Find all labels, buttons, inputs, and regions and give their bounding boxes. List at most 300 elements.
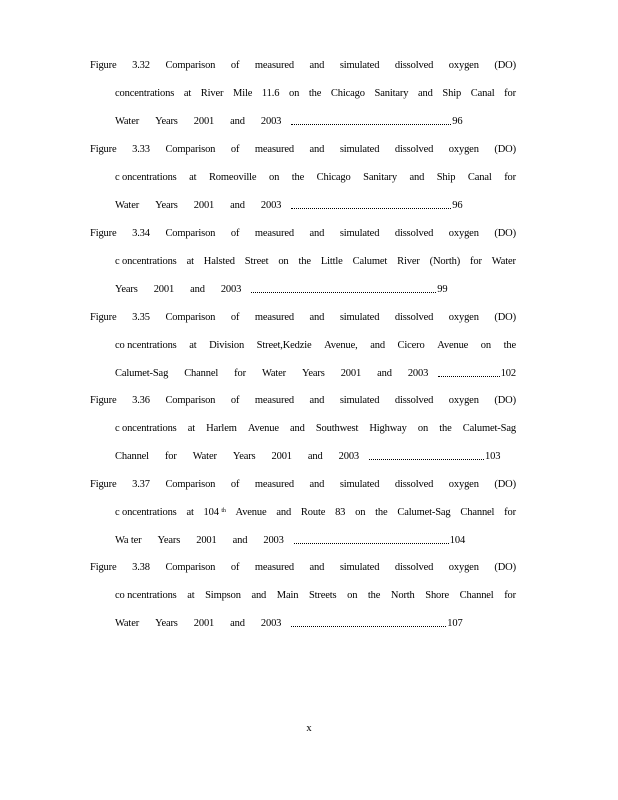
figure-entry <box>90 311 516 395</box>
entry-line <box>90 478 516 506</box>
entry-word: simulated <box>339 562 380 573</box>
entry-word-text: c oncentrations <box>115 172 177 183</box>
entry-word-text: Highway <box>369 423 407 434</box>
entry-word <box>481 339 491 367</box>
entry-page-number: 107 <box>447 618 463 629</box>
entry-word-text: Sanitary <box>363 172 397 183</box>
entry-word <box>292 171 304 199</box>
entry-word: Wa ter <box>115 535 142 546</box>
entry-word: Years <box>157 535 181 546</box>
entry-word: 2001 <box>153 284 175 295</box>
entry-words <box>115 283 241 311</box>
entry-line <box>115 506 516 534</box>
entry-line <box>115 199 516 227</box>
entry-line <box>90 59 516 87</box>
entry-word-text: at <box>189 340 197 351</box>
entry-word <box>355 506 365 534</box>
entry-word-text: Canal <box>467 172 492 183</box>
entry-word: Comparison <box>165 228 216 239</box>
entry-line <box>115 450 516 478</box>
entry-word: measured <box>254 395 294 406</box>
entry-word-text: Harlem <box>206 423 237 434</box>
entry-word <box>278 255 288 283</box>
entry-word <box>369 422 406 450</box>
entry-word-text: at <box>187 423 196 434</box>
entry-word <box>492 255 516 283</box>
entry-word: oxygen <box>448 144 479 155</box>
figure-entry <box>90 59 516 143</box>
entry-word-text: Chicago <box>330 88 365 99</box>
entry-word-text: Ship <box>436 172 456 183</box>
entry-word: Comparison <box>165 479 216 490</box>
entry-word: for <box>164 451 177 462</box>
entry-word: dissolved <box>394 395 434 406</box>
entry-line <box>90 394 516 422</box>
entry-word-text: Avenue <box>235 507 267 518</box>
entry-word-text: for <box>504 88 516 99</box>
entry-word: (DO) <box>494 60 516 71</box>
entry-word <box>317 171 351 199</box>
entry-word: Channel <box>115 451 149 462</box>
entry-word <box>331 87 365 115</box>
entry-word: oxygen <box>448 395 479 406</box>
figure-entry <box>90 478 516 562</box>
entry-word: Years <box>232 451 256 462</box>
entry-word: measured <box>254 562 294 573</box>
entry-words <box>115 115 281 143</box>
entry-word <box>398 339 425 367</box>
entry-word: 2001 <box>271 451 292 462</box>
entry-word: 3.32 <box>132 60 150 71</box>
entry-word: 2003 <box>260 200 282 211</box>
entry-word: Figure <box>90 228 117 239</box>
entry-word <box>309 589 337 617</box>
entry-word-text: Ship <box>442 88 462 99</box>
entry-word-text: the <box>308 88 322 99</box>
entry-word-text: Calumet-Sag <box>397 507 451 518</box>
entry-word: dissolved <box>394 479 434 490</box>
entry-word <box>437 171 456 199</box>
entry-word: and <box>230 200 245 211</box>
entry-word-text: concentrations <box>115 88 175 99</box>
entry-word-text: for <box>504 172 516 183</box>
entry-word-text: 104 <box>203 507 219 518</box>
entry-word: dissolved <box>394 228 434 239</box>
entry-word <box>204 506 226 534</box>
entry-word: simulated <box>339 144 380 155</box>
entry-word: measured <box>254 312 294 323</box>
entry-word: of <box>230 562 240 573</box>
entry-word: Water <box>115 618 140 629</box>
entry-word: and <box>309 144 325 155</box>
entry-word-text: co ncentrations <box>115 340 177 351</box>
entry-word <box>184 87 191 115</box>
entry-word <box>471 87 495 115</box>
entry-words <box>115 617 281 645</box>
entry-word: Comparison <box>165 562 216 573</box>
entry-word: 2003 <box>263 535 284 546</box>
entry-word <box>316 422 358 450</box>
superscript: th <box>221 508 226 514</box>
entry-word <box>397 506 450 534</box>
entry-word <box>115 589 177 617</box>
entry-line <box>115 171 516 199</box>
entry-line <box>90 561 516 589</box>
entry-word-text: and <box>289 423 305 434</box>
entry-word-text: c oncentrations <box>115 507 177 518</box>
entry-word: 2001 <box>340 368 362 379</box>
entry-word <box>463 422 516 450</box>
entry-word <box>201 87 224 115</box>
entry-word: oxygen <box>448 312 479 323</box>
entry-word <box>290 422 305 450</box>
entry-line <box>115 422 516 450</box>
entry-word-text: North <box>390 590 415 601</box>
entry-word-text: at <box>186 256 194 267</box>
entry-page-number: 104 <box>449 535 466 546</box>
entry-word-text: for <box>504 590 516 601</box>
entry-word: and <box>232 535 248 546</box>
entry-word: simulated <box>339 395 380 406</box>
entry-word-text: on <box>278 256 289 267</box>
entry-word: 3.35 <box>132 312 150 323</box>
entry-word-text: Avenue <box>247 423 279 434</box>
entry-word-text: and <box>409 172 425 183</box>
entry-word: 3.33 <box>132 144 150 155</box>
entry-word: Years <box>302 368 325 379</box>
entry-word-text: Cicero <box>397 340 425 351</box>
entry-word <box>460 589 494 617</box>
entry-word: Figure <box>90 144 117 155</box>
entry-word: (DO) <box>494 228 516 239</box>
entry-word <box>289 87 299 115</box>
entry-word: and <box>309 562 325 573</box>
entry-word <box>504 87 516 115</box>
entry-page-number: 96 <box>452 116 463 127</box>
entry-word-text: Romeoville <box>208 172 257 183</box>
entry-word: Water <box>115 116 140 127</box>
entry-line <box>90 311 516 339</box>
entry-word: of <box>230 144 240 155</box>
entry-word-text: the <box>291 172 305 183</box>
entry-word: Comparison <box>165 395 216 406</box>
entry-words <box>115 534 284 562</box>
entry-word: 2001 <box>193 618 215 629</box>
entry-word-text: Southwest <box>315 423 359 434</box>
entry-word: 2003 <box>407 368 429 379</box>
entry-word <box>204 255 235 283</box>
entry-word <box>262 87 279 115</box>
entry-word: measured <box>254 479 294 490</box>
entry-word-text: Simpson <box>205 590 241 601</box>
entry-word-text: (North) <box>429 256 461 267</box>
entry-word-text: Halsted <box>203 256 235 267</box>
entry-word: 2003 <box>338 451 360 462</box>
entry-word <box>115 87 174 115</box>
entry-word <box>189 339 196 367</box>
entry-word <box>209 171 257 199</box>
entry-word <box>504 171 516 199</box>
entry-word: oxygen <box>448 562 479 573</box>
entry-word: measured <box>254 144 294 155</box>
entry-word <box>324 339 357 367</box>
entry-word <box>391 589 415 617</box>
entry-word <box>187 255 194 283</box>
entry-line <box>90 227 516 255</box>
entry-word: (DO) <box>494 562 516 573</box>
entry-word: dissolved <box>394 60 434 71</box>
entry-word <box>301 506 325 534</box>
entry-word <box>504 506 516 534</box>
entry-word: Comparison <box>165 144 216 155</box>
entry-word <box>353 255 388 283</box>
entry-word: and <box>309 312 325 323</box>
entry-word <box>276 506 291 534</box>
entry-word-text: Division <box>209 340 245 351</box>
entry-word-text: Street,Kedzie <box>256 340 312 351</box>
entry-word <box>418 422 428 450</box>
entry-word <box>233 87 252 115</box>
entry-page-number: 99 <box>437 284 448 295</box>
entry-word <box>442 87 461 115</box>
entry-word <box>205 589 241 617</box>
entry-word: and <box>230 116 245 127</box>
figure-entry <box>90 227 516 311</box>
entry-word: measured <box>254 228 294 239</box>
entry-word <box>186 506 193 534</box>
entry-word-text: Route <box>300 507 326 518</box>
entry-word: Comparison <box>165 312 216 323</box>
entry-line <box>115 367 516 395</box>
entry-word: dissolved <box>394 144 434 155</box>
entry-word: of <box>230 479 240 490</box>
entry-word-text: on <box>268 172 280 183</box>
entry-word <box>321 255 343 283</box>
entry-word: and <box>230 618 245 629</box>
entry-word-text: the <box>503 340 516 351</box>
entry-word <box>470 255 482 283</box>
entry-word <box>430 255 460 283</box>
entry-word: 2001 <box>196 535 217 546</box>
entry-word: of <box>230 60 240 71</box>
entry-word <box>236 506 267 534</box>
entry-word-text: on <box>480 340 491 351</box>
entry-word: and <box>377 368 392 379</box>
entry-line <box>115 255 516 283</box>
entry-word-text: River <box>200 88 224 99</box>
entry-word-text: Avenue <box>437 340 469 351</box>
entry-word <box>375 506 387 534</box>
entry-words <box>115 450 359 478</box>
entry-word: Calumet-Sag <box>115 368 169 379</box>
entry-word: simulated <box>339 312 380 323</box>
entry-word <box>269 171 279 199</box>
leader-dots <box>294 534 449 544</box>
entry-word: Figure <box>90 312 117 323</box>
entry-word: simulated <box>339 228 380 239</box>
entry-word-text: for <box>470 256 482 267</box>
entry-word-text: the <box>298 256 311 267</box>
entry-word: Years <box>115 284 138 295</box>
entry-word <box>248 422 279 450</box>
entry-word-text: and <box>418 88 433 99</box>
entry-word-text: at <box>187 590 195 601</box>
entry-word-text: Shore <box>425 590 450 601</box>
entry-word-text: at <box>183 88 192 99</box>
entry-word: Figure <box>90 395 117 406</box>
entry-word: 2003 <box>260 116 282 127</box>
entry-words <box>115 199 281 227</box>
entry-word <box>335 506 345 534</box>
entry-word-text: on <box>355 507 366 518</box>
entry-word-text: Calumet <box>352 256 388 267</box>
entry-word: Channel <box>184 368 219 379</box>
entry-word <box>188 422 195 450</box>
entry-word-text: Main <box>276 590 299 601</box>
entry-word: Years <box>155 200 178 211</box>
page-number: x <box>306 723 312 734</box>
entry-word-text: at <box>186 507 194 518</box>
entry-word <box>370 339 385 367</box>
entry-page-number: 103 <box>485 451 501 462</box>
entry-word <box>277 589 299 617</box>
entry-word <box>298 255 310 283</box>
entry-word: of <box>230 312 240 323</box>
entry-word: 3.34 <box>132 228 150 239</box>
entry-word: oxygen <box>448 479 479 490</box>
entry-word-text: 11.6 <box>261 88 280 99</box>
entry-word <box>425 589 449 617</box>
entry-word-text: on <box>347 590 358 601</box>
entry-word-text: Channel <box>460 507 495 518</box>
entry-word: oxygen <box>448 228 479 239</box>
entry-word: and <box>309 60 325 71</box>
entry-word <box>460 506 494 534</box>
entry-word: 2003 <box>220 284 242 295</box>
leader-dots <box>438 367 499 377</box>
entry-word: Water <box>192 451 217 462</box>
entry-word-text: Little <box>320 256 343 267</box>
entry-word: and <box>309 395 325 406</box>
entry-line <box>115 115 516 143</box>
entry-word <box>115 339 177 367</box>
entry-word <box>368 589 380 617</box>
entry-word: dissolved <box>394 562 434 573</box>
entry-word-text: c oncentrations <box>115 423 177 434</box>
entry-word: 3.36 <box>132 395 150 406</box>
entry-word-text: Sanitary <box>374 88 409 99</box>
entry-word: (DO) <box>494 479 516 490</box>
entry-word-text: Chicago <box>316 172 351 183</box>
entry-word <box>468 171 492 199</box>
entry-word: 3.37 <box>132 479 150 490</box>
entry-words <box>115 367 428 395</box>
leader-dots <box>251 283 436 293</box>
entry-word: 2003 <box>260 618 282 629</box>
entry-word: Years <box>155 116 178 127</box>
entry-word: simulated <box>339 479 380 490</box>
entry-word: for <box>234 368 246 379</box>
entry-word-text: Avenue, <box>324 340 358 351</box>
entry-word: Water <box>261 368 286 379</box>
figure-entry <box>90 561 516 645</box>
entry-word <box>375 87 409 115</box>
entry-word <box>363 171 397 199</box>
entry-word <box>115 422 177 450</box>
entry-page-number: 102 <box>500 368 516 379</box>
entry-word <box>397 255 420 283</box>
entry-word <box>418 87 433 115</box>
leader-dots <box>291 199 451 209</box>
entry-word: 3.38 <box>132 562 150 573</box>
entry-word-text: c oncentrations <box>115 256 177 267</box>
entry-word <box>309 87 321 115</box>
entry-word-text: Channel <box>459 590 494 601</box>
entry-word <box>115 255 177 283</box>
entry-word-text: at <box>189 172 197 183</box>
entry-word: of <box>230 228 240 239</box>
entry-word: and <box>309 228 325 239</box>
entry-word <box>206 422 237 450</box>
entry-word <box>209 339 244 367</box>
entry-word-text: and <box>276 507 292 518</box>
entry-word <box>437 339 468 367</box>
entry-line <box>115 87 516 115</box>
entry-word <box>409 171 424 199</box>
entry-word <box>439 422 451 450</box>
entry-page-number: 96 <box>452 200 463 211</box>
entry-word <box>189 171 196 199</box>
entry-word-text: the <box>367 590 381 601</box>
entry-word <box>245 255 269 283</box>
entry-word: and <box>190 284 205 295</box>
entry-line <box>115 617 516 645</box>
entry-word-text: on <box>417 423 429 434</box>
entry-word: (DO) <box>494 144 516 155</box>
entry-word: and <box>309 479 325 490</box>
leader-dots <box>291 115 451 125</box>
figure-entry <box>90 394 516 478</box>
leader-dots <box>369 450 484 460</box>
entry-word-text: for <box>504 507 516 518</box>
entry-line <box>115 283 516 311</box>
entry-word: Water <box>115 200 140 211</box>
entry-word: and <box>307 451 323 462</box>
leader-dots <box>291 617 446 627</box>
entry-word <box>504 339 516 367</box>
entry-word <box>347 589 357 617</box>
entry-line <box>115 339 516 367</box>
entry-word: (DO) <box>494 395 516 406</box>
entry-word: Years <box>155 618 178 629</box>
entry-word <box>187 589 194 617</box>
entry-word: Figure <box>90 60 117 71</box>
entry-line <box>115 589 516 617</box>
entry-word-text: Calumet-Sag <box>462 423 516 434</box>
entry-word: Figure <box>90 479 117 490</box>
entry-word: 2001 <box>193 200 215 211</box>
entry-word-text: on <box>288 88 300 99</box>
entry-word-text: 83 <box>335 507 346 518</box>
figure-entry <box>90 143 516 227</box>
entry-word-text: Street <box>244 256 269 267</box>
entry-word <box>115 506 177 534</box>
entry-word: Comparison <box>165 60 216 71</box>
entry-word-text: River <box>397 256 420 267</box>
entry-word <box>115 171 177 199</box>
entry-word: of <box>230 395 240 406</box>
entry-word-text: and <box>251 590 267 601</box>
